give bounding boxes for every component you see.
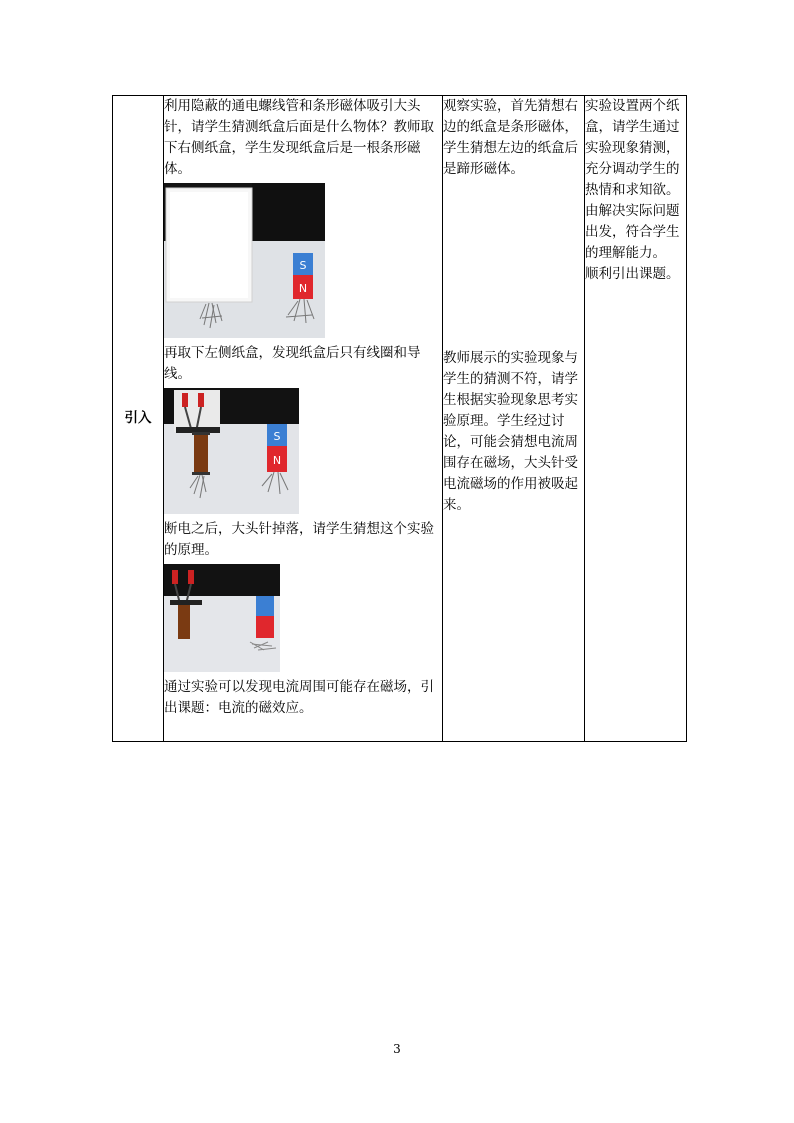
lesson-table <box>112 95 687 742</box>
magnet-north-label: N <box>272 454 282 467</box>
process-paragraph: 再取下左侧纸盒，发现纸盒后只有线圈和导线。 <box>164 345 421 382</box>
student-paragraph: 教师展示的实验现象与学生的猜测不符，请学生根据实验现象思考实验原理。学生经过讨论，可能会猜想电流周围存在磁场，大头针受电流磁场的作用被吸起来。 <box>443 350 578 513</box>
magnet-south-label: S <box>299 259 307 272</box>
intent-paragraph: 顺利引出课题。 <box>585 266 680 282</box>
experiment-photo-power-off <box>164 564 280 672</box>
page-number: 3 <box>393 1042 401 1056</box>
experiment-photo-coil <box>164 388 299 514</box>
student-activity-cell <box>443 96 585 742</box>
stage-cell <box>113 96 164 742</box>
student-paragraph: 观察实验，首先猜想右边的纸盒是条形磁体，学生猜想左边的纸盒后是蹄形磁体。 <box>443 98 578 177</box>
process-paragraph: 通过实验可以发现电流周围可能存在磁场，引出课题：电流的磁效应。 <box>164 679 434 716</box>
table-row <box>113 96 687 742</box>
magnet-south-label: S <box>273 430 281 443</box>
intent-paragraph: 实验设置两个纸盒，请学生通过实验现象猜测，充分调动学生的热情和求知欲。 <box>585 98 680 198</box>
stage-label: 引入 <box>124 410 152 426</box>
teaching-process-cell <box>164 96 443 742</box>
design-intent-cell <box>585 96 687 742</box>
intent-paragraph: 由解决实际问题出发，符合学生的理解能力。 <box>585 203 680 261</box>
magnet-north-label: N <box>298 282 308 295</box>
process-paragraph: 断电之后，大头针掉落，请学生猜想这个实验的原理。 <box>164 521 434 558</box>
experiment-photo-boxes <box>164 183 325 338</box>
process-paragraph: 利用隐蔽的通电螺线管和条形磁体吸引大头针，请学生猜测纸盒后面是什么物体？教师取下右侧纸盒，学生发现纸盒后是一根条形磁体。 <box>164 98 434 177</box>
